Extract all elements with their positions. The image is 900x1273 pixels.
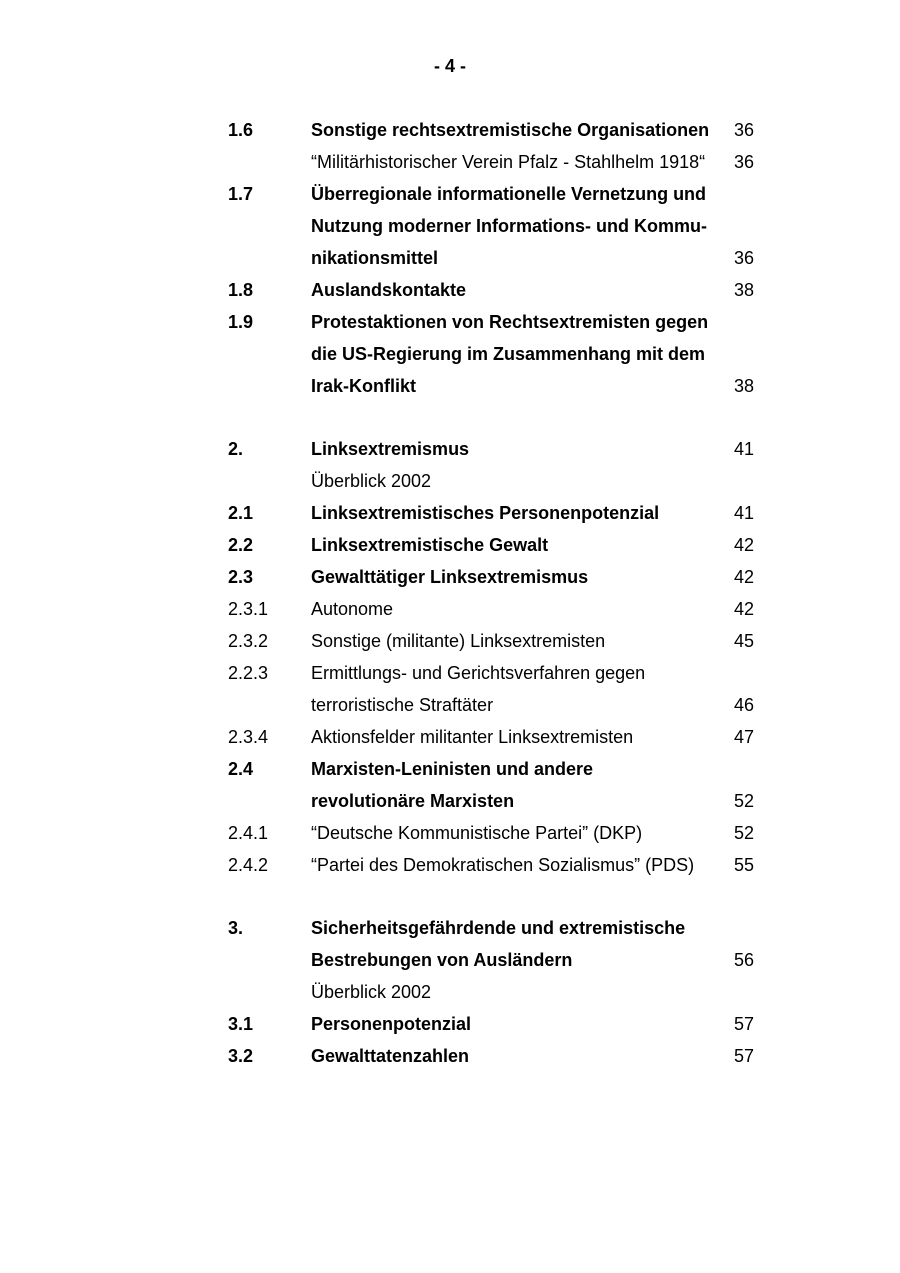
toc-page-ref: 46 (734, 695, 755, 715)
toc-page-ref: 47 (734, 727, 755, 747)
toc-number: 2.3.1 (228, 599, 269, 619)
toc-row (228, 341, 768, 373)
toc-page-ref: 36 (734, 152, 755, 172)
toc-row (228, 692, 768, 724)
toc-page-ref: 41 (734, 503, 755, 523)
toc-title: Linksextremistisches Personenpotenzial (311, 503, 660, 523)
toc-row (228, 947, 768, 979)
toc-number: 3.1 (228, 1014, 254, 1034)
toc-row (228, 820, 768, 852)
toc-title: “Partei des Demokratischen Sozialismus” (PDS) (311, 855, 695, 875)
toc-page-ref: 36 (734, 120, 755, 140)
toc-number: 1.7 (228, 184, 254, 204)
toc-row (228, 628, 768, 660)
toc-page-ref: 41 (734, 439, 755, 459)
table-of-contents (228, 117, 768, 1075)
toc-title: Marxisten-Leninisten und andere (311, 759, 594, 779)
toc-row (228, 724, 768, 756)
toc-title: Gewalttätiger Linksextremismus (311, 567, 589, 587)
toc-title: Nutzung moderner Informations- und Kommu- (311, 216, 707, 236)
toc-row (228, 915, 768, 947)
toc-number: 1.8 (228, 280, 254, 300)
toc-title: “Deutsche Kommunistische Partei” (DKP) (311, 823, 643, 843)
toc-title: Protestaktionen von Rechtsextremisten gegen (311, 312, 709, 332)
toc-row (228, 149, 768, 181)
toc-title: terroristische Straftäter (311, 695, 494, 715)
toc-title: Sicherheitsgefährdende und extremistische (311, 918, 686, 938)
toc-row (228, 500, 768, 532)
toc-title: Überblick 2002 (311, 471, 432, 491)
toc-page-ref: 56 (734, 950, 755, 970)
toc-row (228, 532, 768, 564)
toc-number: 3.2 (228, 1046, 254, 1066)
toc-number: 2.3.2 (228, 631, 269, 651)
toc-title: Aktionsfelder militanter Linksextremisten (311, 727, 634, 747)
toc-row (228, 181, 768, 213)
toc-spacer (228, 405, 768, 436)
toc-title: Linksextremistische Gewalt (311, 535, 549, 555)
toc-title: Linksextremismus (311, 439, 470, 459)
toc-row (228, 277, 768, 309)
toc-title: revolutionäre Marxisten (311, 791, 515, 811)
toc-row (228, 852, 768, 884)
toc-title: Irak-Konflikt (311, 376, 417, 396)
toc-row (228, 117, 768, 149)
toc-page-ref: 45 (734, 631, 755, 651)
toc-title: Ermittlungs- und Gerichtsverfahren gegen (311, 663, 646, 683)
toc-number: 2.2.3 (228, 663, 269, 683)
toc-page-ref: 38 (734, 376, 755, 396)
toc-page-ref: 36 (734, 248, 755, 268)
toc-page-ref: 42 (734, 599, 755, 619)
toc-number: 2.4.1 (228, 823, 269, 843)
toc-row (228, 564, 768, 596)
toc-number: 3. (228, 918, 244, 938)
toc-row (228, 309, 768, 341)
toc-page-ref: 42 (734, 535, 755, 555)
toc-row (228, 245, 768, 277)
toc-title: Überregionale informationelle Vernetzung und (311, 184, 707, 204)
toc-row (228, 979, 768, 1011)
toc-page-ref: 42 (734, 567, 755, 587)
toc-page-ref: 57 (734, 1046, 755, 1066)
toc-number: 2.4.2 (228, 855, 269, 875)
toc-page-ref: 52 (734, 823, 755, 843)
toc-row (228, 436, 768, 468)
toc-number: 1.6 (228, 120, 254, 140)
toc-title: Autonome (311, 599, 394, 619)
toc-title: Auslandskontakte (311, 280, 467, 300)
toc-number: 2.1 (228, 503, 254, 523)
toc-number: 1.9 (228, 312, 254, 332)
toc-title: Gewalttatenzahlen (311, 1046, 470, 1066)
toc-page-ref: 57 (734, 1014, 755, 1034)
toc-page-ref: 52 (734, 791, 755, 811)
toc-title: Bestrebungen von Ausländern (311, 950, 573, 970)
toc-spacer (228, 884, 768, 915)
toc-title: die US-Regierung im Zusammenhang mit dem (311, 344, 706, 364)
page-number: - 4 - (433, 56, 466, 76)
toc-title: Sonstige (militante) Linksextremisten (311, 631, 606, 651)
toc-title: Personenpotenzial (311, 1014, 472, 1034)
toc-row (228, 468, 768, 500)
toc-row (228, 1011, 768, 1043)
toc-title: nikationsmittel (311, 248, 439, 268)
toc-number: 2.4 (228, 759, 254, 779)
toc-title: “Militärhistorischer Verein Pfalz - Stahlhelm 1918“ (311, 152, 706, 172)
toc-number: 2.3.4 (228, 727, 269, 747)
toc-number: 2. (228, 439, 244, 459)
toc-row (228, 596, 768, 628)
toc-row (228, 660, 768, 692)
toc-title: Sonstige rechtsextremistische Organisationen (311, 120, 710, 140)
toc-number: 2.2 (228, 535, 254, 555)
toc-row (228, 788, 768, 820)
toc-number: 2.3 (228, 567, 254, 587)
toc-page-ref: 38 (734, 280, 755, 300)
toc-row (228, 213, 768, 245)
toc-row (228, 1043, 768, 1075)
toc-row (228, 373, 768, 405)
toc-page-ref: 55 (734, 855, 755, 875)
toc-title: Überblick 2002 (311, 982, 432, 1002)
toc-row (228, 756, 768, 788)
